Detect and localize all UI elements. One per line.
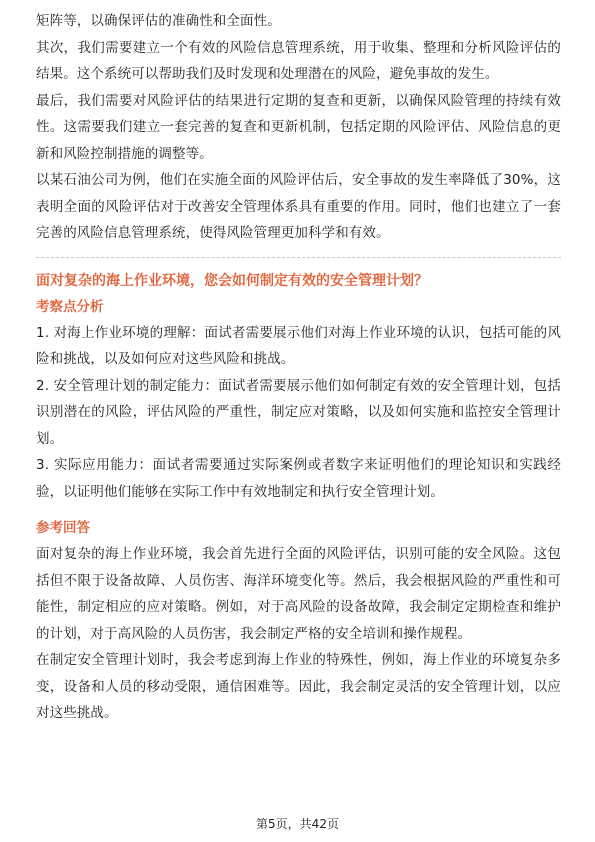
intro-paragraph: 以某石油公司为例，他们在实施全面的风险评估后，安全事故的发生率降低了30%，这表明全面的风险评估对于改善安全管理体系具有重要的作用。同时，他们也建立了一套完善的风险信息管理系统，使得风险管理更加科学和有效。	[36, 172, 561, 241]
intro-paragraph: 矩阵等，以确保评估的准确性和全面性。	[36, 13, 281, 29]
answer-section	[36, 515, 561, 727]
analysis-section	[36, 294, 561, 506]
intro-paragraph: 其次，我们需要建立一个有效的风险信息管理系统，用于收集、整理和分析风险评估的结果。这个系统可以帮助我们及时发现和处理潜在的风险，避免事故的发生。	[36, 39, 561, 82]
answer-paragraph: 面对复杂的海上作业环境，我会首先进行全面的风险评估，识别可能的安全风险。这包括但不限于设备故障、人员伤害、海洋环境变化等。然后，我会根据风险的严重性和可能性，制定相应的应对策略。例如，对于高风险的设备故障，我会制定定期检查和维护的计划，对于高风险的人员伤害，我会制定严格的安全培训和操作规程。	[36, 546, 561, 642]
intro-section	[36, 8, 561, 247]
page-number: 第5页，共42页	[256, 817, 339, 831]
answer-paragraph: 在制定安全管理计划时，我会考虑到海上作业的特殊性，例如，海上作业的环境复杂多变，设备和人员的移动受限，通信困难等。因此，我会制定灵活的安全管理计划，以应对这些挑战。	[36, 652, 561, 721]
document-page	[36, 8, 561, 727]
analysis-item: 1. 对海上作业环境的理解：面试者需要展示他们对海上作业环境的认识，包括可能的风险和挑战，以及如何应对这些风险和挑战。	[36, 324, 561, 367]
question-heading: 面对复杂的海上作业环境，您会如何制定有效的安全管理计划？	[36, 272, 428, 289]
analysis-title: 考察点分析	[36, 298, 104, 315]
analysis-item: 2. 安全管理计划的制定能力：面试者需要展示他们如何制定有效的安全管理计划，包括识别潜在的风险，评估风险的严重性，制定应对策略，以及如何实施和监控安全管理计划。	[36, 377, 561, 447]
intro-paragraph: 最后，我们需要对风险评估的结果进行定期的复查和更新，以确保风险管理的持续有效性。这需要我们建立一套完善的复查和更新机制，包括定期的风险评估、风险信息的更新和风险控制措施的调整等。	[36, 92, 561, 162]
analysis-item: 3. 实际应用能力：面试者需要通过实际案例或者数字来证明他们的理论知识和实践经验，以证明他们能够在实际工作中有效地制定和执行安全管理计划。	[36, 457, 561, 500]
answer-title: 参考回答	[36, 520, 90, 536]
section-divider	[36, 257, 561, 258]
